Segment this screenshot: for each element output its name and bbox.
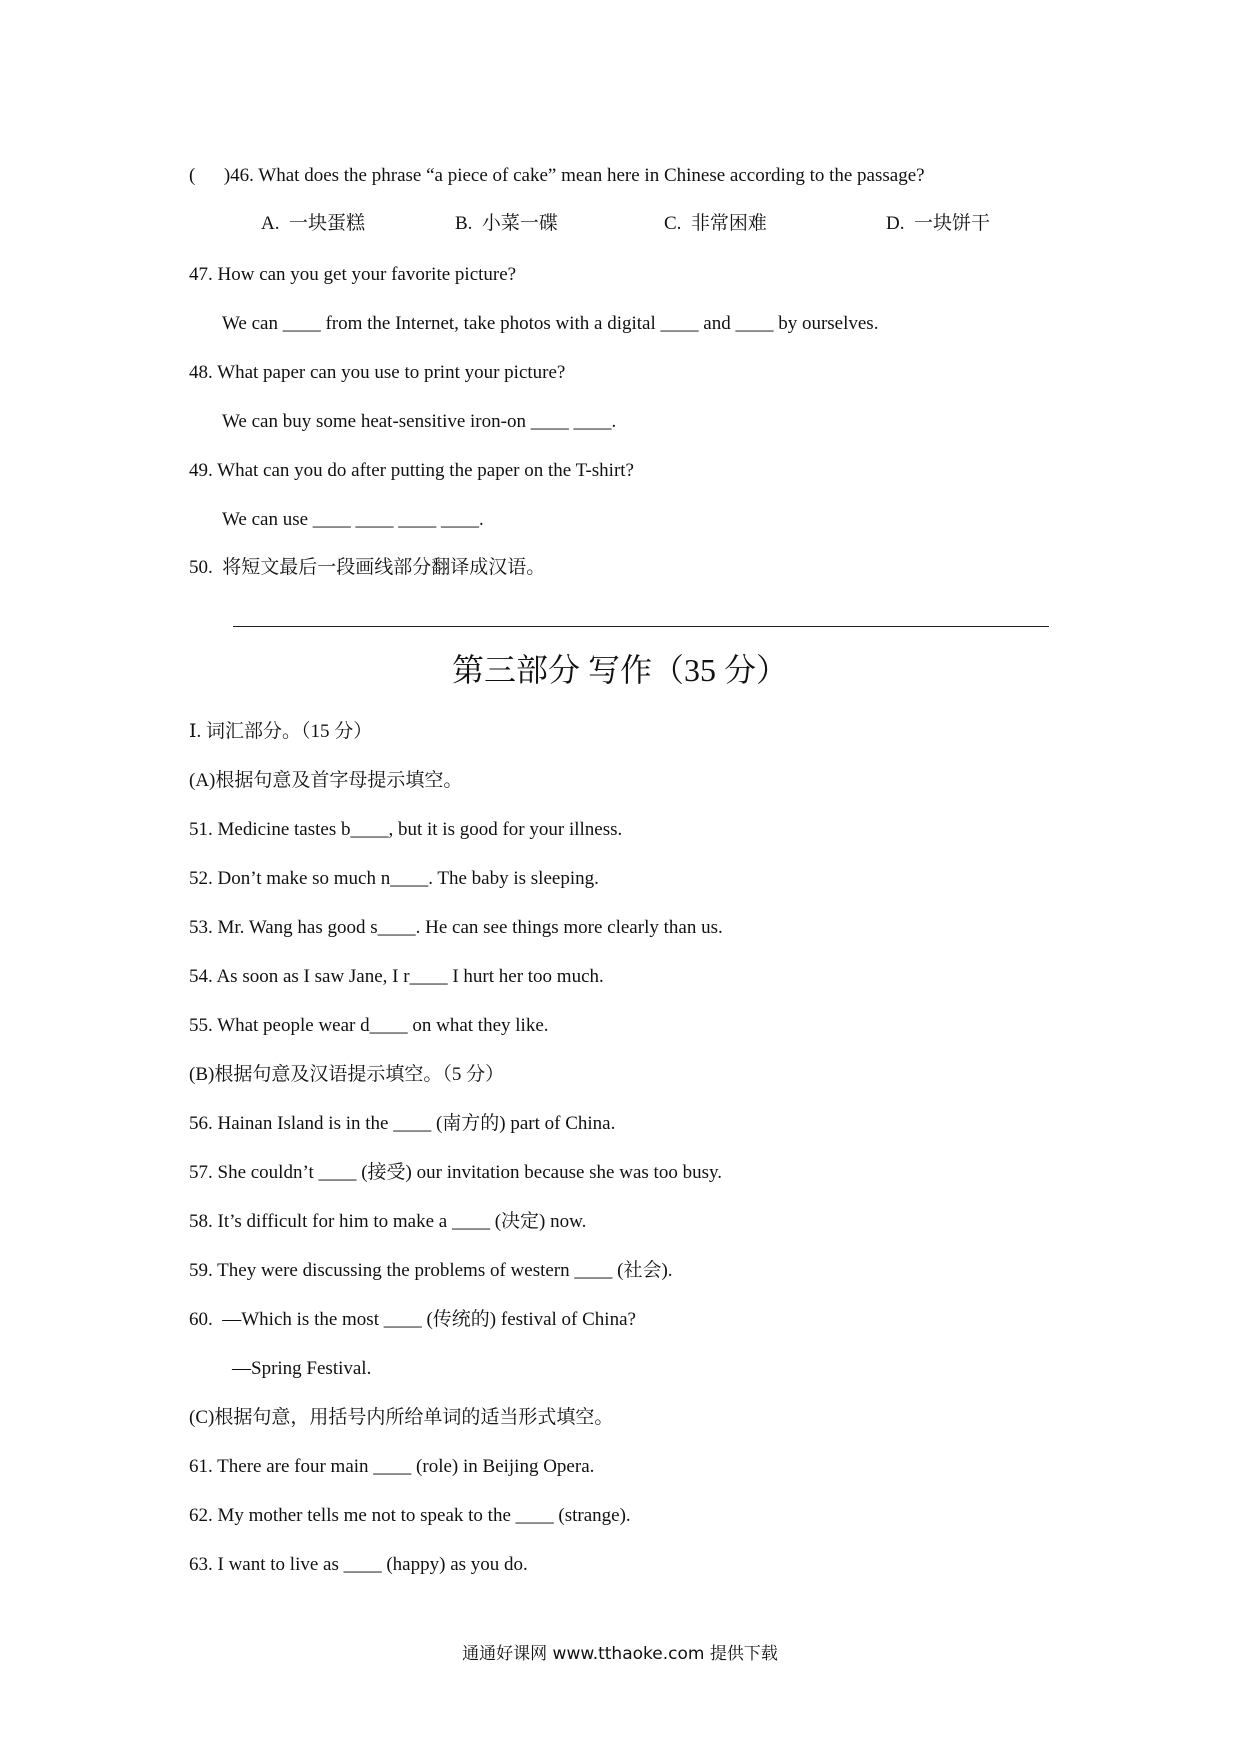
answer-48: We can buy some heat-sensitive iron-on ____ ____. xyxy=(222,411,617,432)
option-a: A. 一块蛋糕 xyxy=(261,213,365,234)
answer-49: We can use ____ ____ ____ ____. xyxy=(222,509,484,530)
section-heading: 第三部分 写作（35 分） xyxy=(451,652,788,688)
item-62: 62. My mother tells me not to speak to the ____ (strange). xyxy=(189,1505,631,1526)
item-56: 56. Hainan Island is in the ____ (南方的) part of China. xyxy=(189,1113,616,1134)
question-47: 47. How can you get your favorite picture? xyxy=(189,264,517,285)
subsection-a-title: (A)根据句意及首字母提示填空。 xyxy=(189,770,463,791)
item-63: 63. I want to live as ____ (happy) as you do. xyxy=(189,1554,528,1575)
answer-line xyxy=(233,626,1049,627)
option-d: D. 一块饼干 xyxy=(886,213,990,234)
answer-47: We can ____ from the Internet, take photos with a digital ____ and ____ by ourselves. xyxy=(222,313,879,334)
question-50: 50. 将短文最后一段画线部分翻译成汉语。 xyxy=(189,557,546,578)
subsection-b-title: (B)根据句意及汉语提示填空。（5 分） xyxy=(189,1064,505,1085)
option-c: C. 非常困难 xyxy=(664,213,767,234)
question-48: 48. What paper can you use to print your picture? xyxy=(189,362,566,383)
item-55: 55. What people wear d____ on what they like. xyxy=(189,1015,549,1036)
question-46-stem: ( )46. What does the phrase “a piece of cake” mean here in Chinese according to the passage? xyxy=(189,165,925,186)
item-59: 59. They were discussing the problems of western ____ (社会). xyxy=(189,1260,673,1281)
item-60: 60. —Which is the most ____ (传统的) festival of China? xyxy=(189,1309,636,1330)
item-51: 51. Medicine tastes b____, but it is good for your illness. xyxy=(189,819,623,840)
item-54: 54. As soon as I saw Jane, I r____ I hurt her too much. xyxy=(189,966,604,987)
part1-title: Ⅰ. 词汇部分。（15 分） xyxy=(189,721,373,742)
subsection-c-title: (C)根据句意，用括号内所给单词的适当形式填空。 xyxy=(189,1407,614,1428)
footer-source: 通通好课网 www.tthaoke.com 提供下载 xyxy=(462,1644,778,1664)
item-53: 53. Mr. Wang has good s____. He can see things more clearly than us. xyxy=(189,917,723,938)
item-57: 57. She couldn’t ____ (接受) our invitation because she was too busy. xyxy=(189,1162,722,1183)
option-b: B. 小菜一碟 xyxy=(455,213,558,234)
item-52: 52. Don’t make so much n____. The baby is sleeping. xyxy=(189,868,599,889)
question-49: 49. What can you do after putting the paper on the T-shirt? xyxy=(189,460,634,481)
item-60-answer: —Spring Festival. xyxy=(232,1358,372,1379)
item-58: 58. It’s difficult for him to make a ____ (决定) now. xyxy=(189,1211,587,1232)
item-61: 61. There are four main ____ (role) in Beijing Opera. xyxy=(189,1456,595,1477)
